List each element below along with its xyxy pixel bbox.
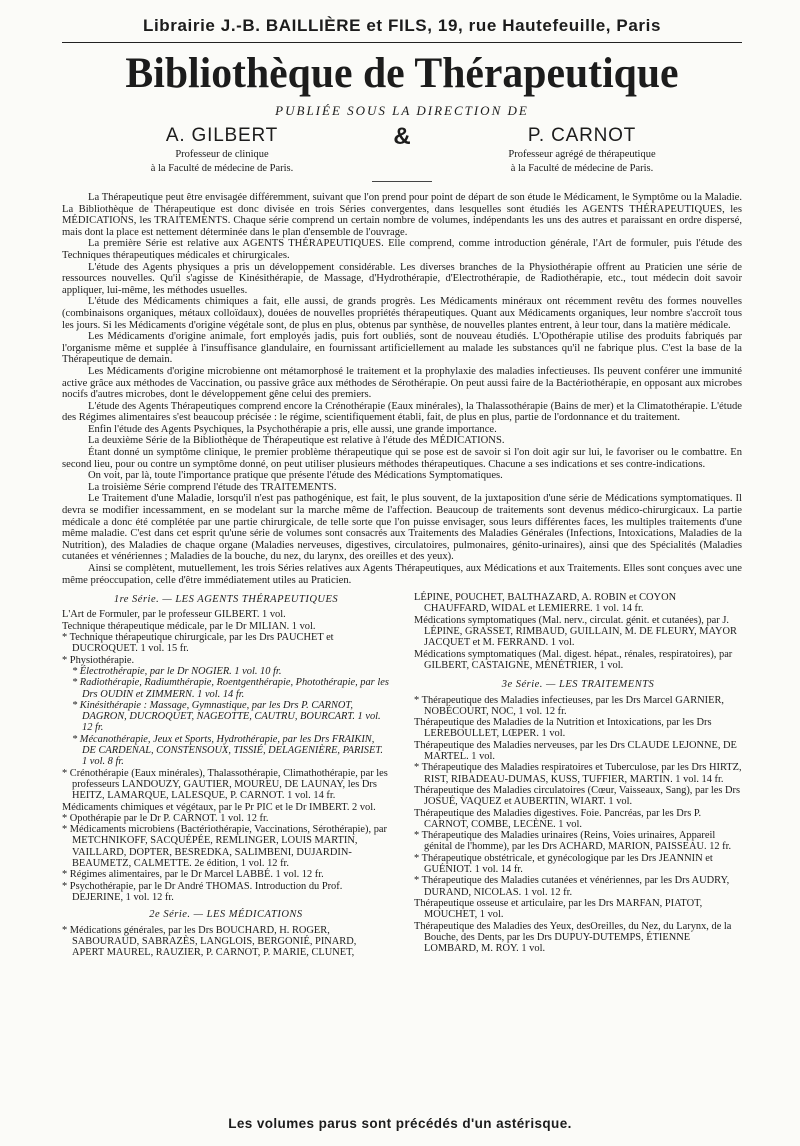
intro-paragraph: L'étude des Agents physiques a pris un développement considérable. Les diverses branches de la Physiothérapie offrent au Praticien une série de ressources nouvelles. Qu'il s'agisse de Kinésithérapie, de Massage, d'Hydrothérapie, d'Electrothérapie, de Radiothérapie, etc., tout médecin doit savoir appliquer, lui-même, les méthodes usuelles. (62, 261, 742, 296)
catalog-entry: * Régimes alimentaires, par le Dr Marcel LABBÉ. 1 vol. 12 fr. (62, 869, 324, 881)
intro-paragraph: La troisième Série comprend l'étude des TRAITEMENTS. (88, 481, 337, 493)
catalog-entry: * Thérapeutique obstétricale, et gynécologique par les Drs JEANNIN et GUÉNIOT. 1 vol. 14 fr. (414, 852, 713, 876)
catalog-entry: * Thérapeutique des Maladies respiratoires et Tuberculose, par les Drs HIRTZ, RIST, RIBADEAU-DUMAS, KUSS, TUFFIER, MARTIN. 1 vol. 14 fr. (414, 762, 742, 785)
catalog-columns (62, 592, 742, 958)
series-1-heading: 1re Série. — LES AGENTS THÉRAPEUTIQUES (113, 594, 339, 606)
director-name: P. CARNOT (527, 125, 637, 146)
series-3-heading: 3e Série. — LES TRAITEMENTS (501, 679, 655, 691)
series-1-list (62, 609, 390, 903)
catalog-entry: Thérapeutique osseuse et articulaire, par les Drs MARFAN, PIATOT, MOUCHET, 1 vol. (414, 897, 703, 921)
directors (82, 125, 722, 175)
intro-paragraph: Les Médicaments d'origine animale, fort employés jadis, puis fort oubliés, sont de nouveau étudiés. L'Opothérapie utilise des produits fabriqués par l'organisme même et supplée à l'insuffisance glandulaire, en fournissant artificiellement au malade les substances qu'il ne fabrique plus. C'est la base de la Thérapeutique de demain. (62, 331, 742, 366)
catalog-entry: * Physiothérapie. (62, 654, 135, 666)
catalog-entry: Thérapeutique des Maladies de la Nutrition et Intoxications, par les Drs LEREBOULLET, LŒPER. 1 vol. (414, 717, 712, 740)
intro-paragraph: Le Traitement d'une Maladie, lorsqu'il n'est pas pathogénique, est fait, le plus souvent, de la juxtaposition d'une série de Médications symptomatiques. Il devra se modifier incessamment, en se modelant sur la marche même de l'affection. Beaucoup de traitements sont devenus médico-chirurgicaux. La partie médicale a donc été complétée par une partie chirurgicale, de telle sorte que l'on puisse envisager, sous leurs différentes faces, les multiples traitements d'une même maladie. C'est dans cet esprit qu'une série de volumes sont consacrés aux Traitements des Maladies Générales (Infections, Intoxications, Maladies de la Nutrition), des Maladies de chaque organe (Maladies nerveuses, digestives, circulatoires, pulmonaires, génito-urinaires), ainsi que des Spécialités (Maladies cutanées et vénériennes ; Maladies de la bouche, du nez, du larynx, des oreilles et des yeux). (62, 493, 742, 563)
director-name: A. GILBERT (165, 125, 279, 146)
catalog-entry: * Kinésithérapie : Massage, Gymnastique, par les Drs P. CARNOT, DAGRON, DUCROQUET, NAGEOTTE, CAUTRU, BOURCART. 1 vol. 12 fr. (72, 699, 381, 734)
book-title: Bibliothèque de Thérapeutique (125, 50, 679, 97)
catalog-entry: * Médications générales, par les Drs BOUCHARD, H. ROGER, SABOURAUD, SABRAZÈS, LANGLOIS, BERGONIÉ, PINARD, APERT MAUREL, RAUZIER, P. CARNOT, P. MARIE, CLUNET, (62, 924, 357, 959)
intro-paragraph: Enfin l'étude des Agents Psychiques, la Psychothérapie a pris, elle aussi, une grande importance. (88, 423, 497, 435)
divider (372, 181, 432, 182)
catalog-entry: Technique thérapeutique médicale, par le Dr MILIAN. 1 vol. (62, 620, 316, 632)
director-right (442, 125, 722, 175)
catalog-entry: Médications symptomatiques (Mal. digest. hépat., rénales, respiratoires), par GILBERT, CASTAIGNE, MÉNÉTRIER, 1 vol. (414, 648, 733, 671)
catalog-entry: * Thérapeutique des Maladies infectieuses, par les Drs Marcel GARNIER, NOBÉCOURT, NOC, 1 vol. 12 fr. (414, 694, 724, 717)
catalog-entry: * Opothérapie par le Dr P. CARNOT. 1 vol. 12 fr. (62, 812, 269, 824)
subtitle: PUBLIÉE SOUS LA DIRECTION DE (275, 103, 529, 118)
catalog-entry: Thérapeutique des Maladies circulatoires (Cœur, Vaisseaux, Sang), par les Drs JOSUÉ, VAQUEZ et AUBERTIN, WIART. 1 vol. (414, 784, 741, 808)
intro-paragraph: On voit, par là, toute l'importance pratique que présente l'étude des Médications Symptomatiques. (88, 470, 503, 482)
series-2-list (62, 925, 390, 959)
intro-paragraph: L'étude des Médicaments chimiques a fait, elle aussi, de grands progrès. Les Médicaments minéraux ont récemment revêtu des formes nouvelles (combinaisons organiques, métaux colloïdaux), douées de nouvelles propriétés thérapeutiques. Quant aux Médicaments organiques, leur nombre s'accroît tous les jours. Si les Médicaments d'origine végétale sont, de plus en plus, obtenus par synthèse, de nouvelles plantes entrent, à leur tour, dans la matière médicale. (62, 296, 742, 331)
catalog-entry: * Thérapeutique des Maladies cutanées et vénériennes, par les Drs AUDRY, DURAND, NICOLAS. 1 vol. 12 fr. (414, 875, 730, 898)
catalog-entry: L'Art de Formuler, par le professeur GILBERT. 1 vol. (62, 609, 286, 621)
catalog-entry: Thérapeutique des Maladies des Yeux, desOreilles, du Nez, du Larynx, de la Bouche, des Dents, par les Drs DUPUY-DUTEMPS, ÉTIENNE LOMBARD, M. ROY. 1 vol. (414, 920, 732, 955)
director-title: à la Faculté de médecine de Paris. (510, 163, 654, 174)
right-column (414, 592, 742, 958)
catalog-entry: * Thérapeutique des Maladies urinaires (Reins, Voies urinaires, Appareil génital de l'homme), par les Drs ACHARD, MARION, PAISSEAU. 12 fr. (414, 830, 732, 853)
director-left (82, 125, 362, 175)
series-2-heading: 2e Série. — LES MÉDICATIONS (149, 909, 303, 921)
catalog-entry: Thérapeutique des Maladies nerveuses, par les Drs CLAUDE LEJONNE, DE MARTEL. 1 vol. (414, 739, 737, 763)
catalog-entry: * Psychothérapie, par le Dr André THOMAS. Introduction du Prof. DEJERINE, 1 vol. 12 fr. (62, 880, 343, 903)
series-3-list (414, 695, 742, 955)
catalog-entry: * Médicaments microbiens (Bactériothérapie, Vaccinations, Sérothérapie), par METCHNIKOFF, SACQUÉPÉE, REMLINGER, LOUIS MARTIN, VAILLARD, DOPTER, BESREDKA, SALIMBENI, DUJARDIN-BEAUMETZ, CALMETTE. 2e édition, 1 vol. 12 fr. (62, 824, 387, 870)
introduction (62, 192, 742, 586)
catalog-entry: * Crénothérapie (Eaux minérales), Thalassothérapie, Climathothérapie, par les professeurs LANDOUZY, GAUTIER, MOUREU, DE LAUNAY, les Drs HEITZ, LAMARQUE, LALESQUE, P. CARNOT. 1 vol. 14 fr. (62, 767, 388, 802)
intro-paragraph: Étant donné un symptôme clinique, le premier problème thérapeutique qui se pose est de savoir si l'on doit agir sur lui, le favoriser ou le combattre. En second lieu, pour ou contre un symptôme donné, on peut utiliser plusieurs méthodes thérapeutiques. Chacune a ses indications et ses contre-indications. (62, 447, 742, 470)
director-title: Professeur de clinique (175, 149, 269, 160)
catalog-entry: Thérapeutique des Maladies digestives. Foie. Pancréas, par les Drs P. CARNOT, COMBE, LECÈNE. 1 vol. (414, 807, 702, 830)
catalog-entry: Médicaments chimiques et végétaux, par le Pr PIC et le Dr IMBERT. 2 vol. (62, 801, 376, 813)
director-title: à la Faculté de médecine de Paris. (150, 163, 294, 174)
director-title: Professeur agrégé de thérapeutique (508, 149, 656, 160)
intro-paragraph: L'étude des Agents Thérapeutiques comprend encore la Crénothérapie (Eaux minérales), la Thalassothérapie (Bains de mer) et la Climatothérapie. L'étude des Régimes alimentaires s'est beaucoup précisée : le régime, scientifiquement établi, fait, de plus en plus, partie de l'ordonnance et du traitement. (62, 400, 742, 424)
left-column (62, 592, 390, 958)
ampersand: & (393, 123, 411, 150)
intro-paragraph: La deuxième Série de la Bibliothèque de Thérapeutique est relative à l'étude des MÉDICATIONS. (88, 435, 505, 447)
intro-paragraph: La première Série est relative aux AGENTS THÉRAPEUTIQUES. Elle comprend, comme introduction générale, l'Art de formuler, puis l'étude des Techniques thérapeutiques médicales et chirurgicales. (62, 238, 742, 261)
series-2-list-continued (414, 592, 742, 671)
intro-paragraph: Ainsi se complètent, mutuellement, les trois Séries relatives aux Agents Thérapeutiques, aux Médications et aux Traitements. Elles sont conçues avec une même préoccupation, celle d'être immédiatement utiles au Praticien. (62, 563, 742, 586)
catalog-entry: * Mécanothérapie, Jeux et Sports, Hydrothérapie, par les Drs FRAIKIN, DE CARDENAL, CONSTENSOUX, TISSIÉ, DELAGENIÈRE, PARISET. 1 vol. 8 fr. (72, 733, 383, 768)
intro-paragraph: Les Médicaments d'origine microbienne ont métamorphosé le traitement et la prophylaxie des maladies infectieuses. Ils peuvent conférer une immunité active grâce aux méthodes de Vaccination, ou passive grâce aux méthodes de Sérothérapie. On peut aussi faire de la Bactériothérapie, en opposant aux microbes nocifs d'autres microbes, dont le développement gêne celui des premiers. (62, 365, 742, 401)
catalog-entry: * Électrothérapie, par le Dr NOGIER. 1 vol. 10 fr. (72, 665, 282, 677)
catalog-entry: LÉPINE, POUCHET, BALTHAZARD, A. ROBIN et COYON CHAUFFARD, WIDAL et LEMIERRE. 1 vol. 14 fr. (414, 592, 677, 615)
catalog-entry: * Technique thérapeutique chirurgicale, par les Drs PAUCHET et DUCROQUET. 1 vol. 15 fr. (62, 632, 334, 655)
intro-paragraph: La Thérapeutique peut être envisagée différemment, suivant que l'on prend pour point de départ de son étude le Médicament, le Symptôme ou la Maladie. La Bibliothèque de Thérapeutique est donc divisée en trois Séries convergentes, dans lesquelles sont étudiés les AGENTS THÉRAPEUTIQUES, les MÉDICATIONS, les TRAITEMENTS. Chaque série comprend un certain nombre de volumes, indépendants les uns des autres et paraissant en ordre dispersé, mais dont la place est nettement déterminée dans le plan d'ensemble de l'ouvrage. (62, 192, 742, 238)
catalog-entry: * Radiothérapie, Radiumthérapie, Roentgenthérapie, Photothérapie, par les Drs OUDIN et ZIMMERN. 1 vol. 14 fr. (72, 677, 389, 700)
publisher-line: Librairie J.-B. BAILLIÈRE et FILS, 19, rue Hautefeuille, Paris (62, 16, 742, 43)
catalog-entry: Médications symptomatiques (Mal. nerv., circulat. génit. et cutanées), par J. LÉPINE, GRASSET, RIMBAUD, GUILLAIN, M. DE FLEURY, MAYOR JACQUET et M. FERRAND. 1 vol. (414, 614, 737, 649)
footer-note: Les volumes parus sont précédés d'un astérisque. (228, 1116, 572, 1131)
